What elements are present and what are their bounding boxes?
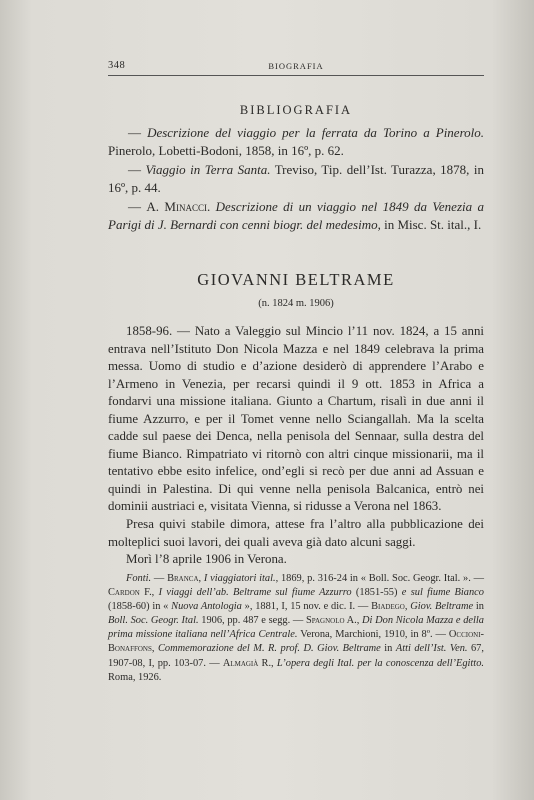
source-title: e sul fiume Bianco [401,587,484,599]
biography-paragraph: Presa quivi stabile dimora, attese fra l’altro alla pubblicazione dei molteplici suoi lavori, dei quali aveva già dato alcuni saggi. [108,517,484,549]
biography-paragraph: 1858-96. — Nato a Valeggio sul Mincio l’11 nov. 1824, a 15 anni entrava nell’Istituto Don Nicola Mazza e nel 1849 celebrava la prima messa. Uomo di studio e d’azione desiderò di apprendere l’Arabo e l’Armeno in Venezia, per recarsi quindi il 9 ott. 1853 in Africa a fondarvi una missione italiana. Giunto a Chartum, risalì in due anni il fiume Azzurro, e per il Tomet venne nello Sciangallah. Ma la scelta cadde sul paese dei Denca, nella penisola del Sennaar, sulla destra del fiume Bianco. Rimpatriato vi ritornò con altri cinque missionarii, ma il tentativo ebbe esito infelice, ond’egli si recò per due anni ad Assuan e quindi in Palestina. Di qui venne nella penisola Balcanica, entrò nei dominii austriaci e, visitata Vienna, si ridusse a Verona nel 1863. [108,324,484,514]
source-title: Atti dell’Ist. Ven. [395,643,468,655]
source-text: (1858-60) in « [108,601,172,613]
sources-label: Fonti. [126,573,152,584]
source-title: L’opera degli Ital. per la conoscenza dell’Egitto. [273,657,484,669]
source-author: Occioni-Bonaffons, [108,629,484,655]
source-title: Boll. Soc. Geogr. Ital. [108,615,199,627]
sources-note [108,572,484,685]
source-author: Biadego, [371,601,408,613]
source-text: 67, 1907-08, I, pp. 103-07. — [108,643,484,669]
biography-text [108,323,484,569]
source-text: Verona, Marchioni, 1910, in 8º. — [297,629,449,641]
source-title: I viaggi dell’ab. Beltrame sul fiume Azzurro [154,587,352,599]
source-text: — [151,573,168,584]
source-title: Giov. Beltrame [407,601,474,613]
entry-lifespan: (n. 1824 m. 1906) [258,298,334,309]
source-author: Branca, [167,573,202,584]
work-title: Viaggio in Terra Santa. [145,161,271,177]
bibliography-title: BIBLIOGRAFIA [239,103,353,117]
source-author: Almagià R., [222,657,274,669]
author-name: A. Minacci. [146,198,211,214]
source-text: in [380,643,396,655]
source-text: 1906, pp. 487 e segg. — [198,615,306,627]
source-text: in [473,601,484,613]
running-head: BIOGRAFIA [268,61,324,71]
bibliography-entry: — Descrizione del viaggio per la ferrata da Torino a Pinerolo. Pinerolo, Lobetti-Bodoni, 1858, in 16º, p. 62. [108,125,485,159]
source-title: Di Don Nicola Mazza e della prima missione italiana nell’Africa Centrale. [108,615,484,641]
work-title: Descrizione di un viaggio nel 1849 da Venezia a Parigi di J. Bernardi con cenni biogr. del medesimo, [108,198,484,233]
entry-name: GIOVANNI BELTRAME [197,270,395,289]
source-text: 1869, p. 316-24 in « Boll. Soc. Geogr. Ital. ». — [278,573,484,584]
source-author: Spagnolo A., [305,615,360,627]
work-title: Descrizione del viaggio per la ferrata da Torino a Pinerolo. [147,125,485,140]
page-header [108,60,484,76]
bibliography-entry: — A. Minacci. Descrizione di un viaggio nel 1849 da Venezia a Parigi di J. Bernardi con cenni biogr. del medesimo, in Misc. St. ital., I. [108,198,484,233]
source-text: Roma, 1926. [108,671,162,683]
biography-paragraph: Morì l’8 aprile 1906 in Verona. [126,552,287,567]
page-number: 348 [108,60,126,71]
bibliography-entry: — Viaggio in Terra Santa. Treviso, Tip. dell’Ist. Turazza, 1878, in 16º, p. 44. [108,161,484,196]
bibliography-list [108,124,484,234]
source-text: (1851-55) [351,587,402,599]
source-title: Nuova Antologia [171,601,242,613]
source-author: Cardon F., [108,587,155,599]
header-rule [108,75,484,76]
sources-paragraph [108,572,484,685]
source-title: I viaggiatori ital., [201,573,279,584]
source-title: Commemorazione del M. R. prof. D. Giov. Beltrame [154,643,381,655]
source-text: », 1881, I, 15 nov. e dic. I. — [241,601,372,613]
